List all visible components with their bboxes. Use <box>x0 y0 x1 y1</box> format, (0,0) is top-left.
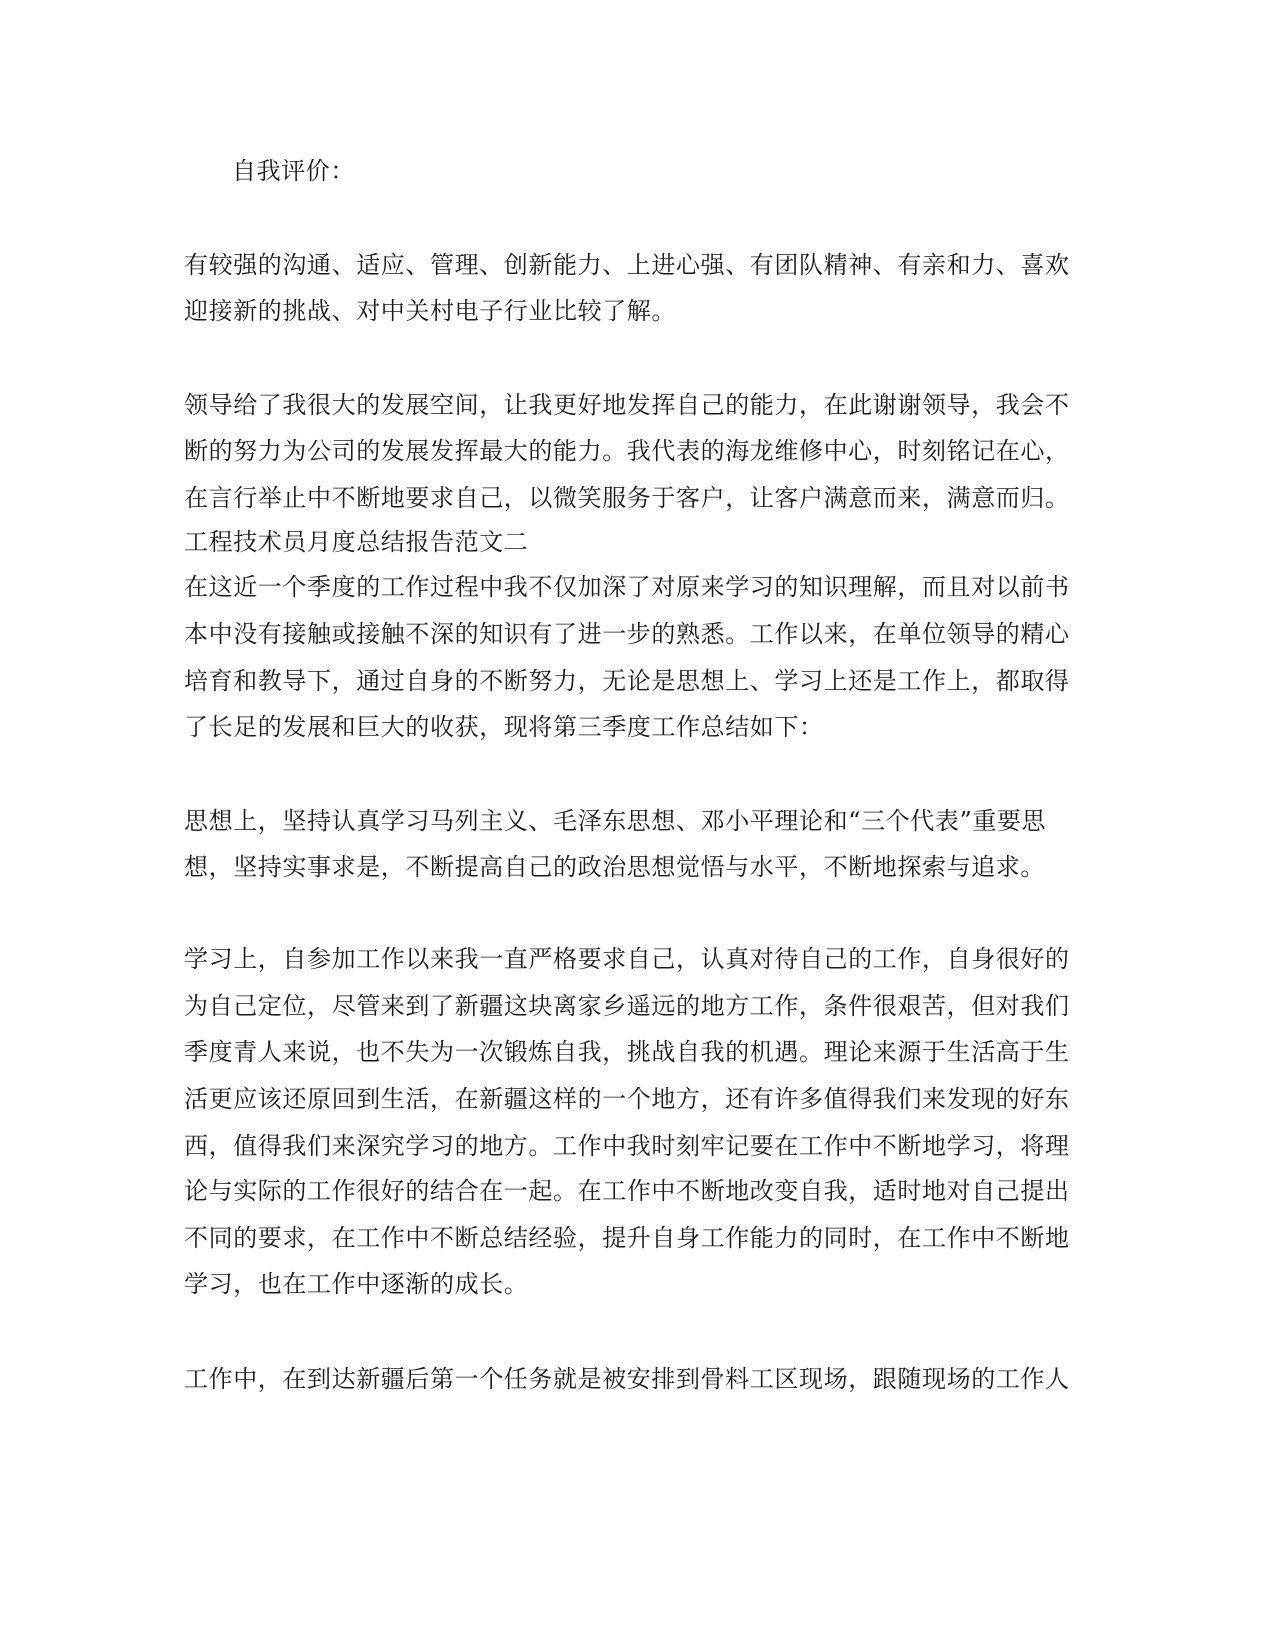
self-evaluation-heading: 自我评价： <box>232 157 355 185</box>
paragraph-line: 不同的要求，在工作中不断总结经验，提升自身工作能力的同时，在工作中不断地 <box>184 1224 1070 1252</box>
paragraph-line: 学习上，自参加工作以来我一直严格要求自己，认真对待自己的工作，自身很好的 <box>184 945 1070 973</box>
paragraph-line: 季度青人来说，也不失为一次锻炼自我，挑战自我的机遇。理论来源于生活高于生 <box>184 1038 1070 1066</box>
section-title: 工程技术员月度总结报告范文二 <box>184 528 529 556</box>
paragraph-line: 迎接新的挑战、对中关村电子行业比较了解。 <box>184 297 676 325</box>
paragraph-line: 在言行举止中不断地要求自己，以微笑服务于客户，让客户满意而来，满意而归。 <box>184 484 1070 512</box>
paragraph-line: 本中没有接触或接触不深的知识有了进一步的熟悉。工作以来，在单位领导的精心 <box>184 620 1070 648</box>
paragraph-line: 论与实际的工作很好的结合在一起。在工作中不断地改变自我，适时地对自己提出 <box>184 1177 1070 1205</box>
paragraph-line: 培育和教导下，通过自身的不断努力，无论是思想上、学习上还是工作上，都取得 <box>184 667 1070 695</box>
paragraph-line: 学习，也在工作中逐渐的成长。 <box>184 1270 529 1298</box>
paragraph-line: 断的努力为公司的发展发挥最大的能力。我代表的海龙维修中心，时刻铭记在心， <box>184 437 1070 465</box>
paragraph-line: 西，值得我们来深究学习的地方。工作中我时刻牢记要在工作中不断地学习，将理 <box>184 1132 1070 1160</box>
paragraph-line: 了长足的发展和巨大的收获，现将第三季度工作总结如下： <box>184 713 824 741</box>
paragraph-line: 工作中，在到达新疆后第一个任务就是被安排到骨料工区现场，跟随现场的工作人 <box>184 1365 1070 1393</box>
paragraph-line: 在这近一个季度的工作过程中我不仅加深了对原来学习的知识理解，而且对以前书 <box>184 573 1070 601</box>
paragraph-line: 活更应该还原回到生活，在新疆这样的一个地方，还有许多值得我们来发现的好东 <box>184 1085 1070 1113</box>
paragraph-line: 为自己定位，尽管来到了新疆这块离家乡遥远的地方工作，条件很艰苦，但对我们 <box>184 992 1070 1020</box>
paragraph-line: 想，坚持实事求是，不断提高自己的政治思想觉悟与水平，不断地探索与追求。 <box>184 853 1045 881</box>
paragraph-line: 有较强的沟通、适应、管理、创新能力、上进心强、有团队精神、有亲和力、喜欢 <box>184 251 1070 279</box>
paragraph-line: 思想上，坚持认真学习马列主义、毛泽东思想、邓小平理论和“三个代表”重要思 <box>184 807 1047 835</box>
paragraph-line: 领导给了我很大的发展空间，让我更好地发挥自己的能力，在此谢谢领导，我会不 <box>184 391 1070 419</box>
